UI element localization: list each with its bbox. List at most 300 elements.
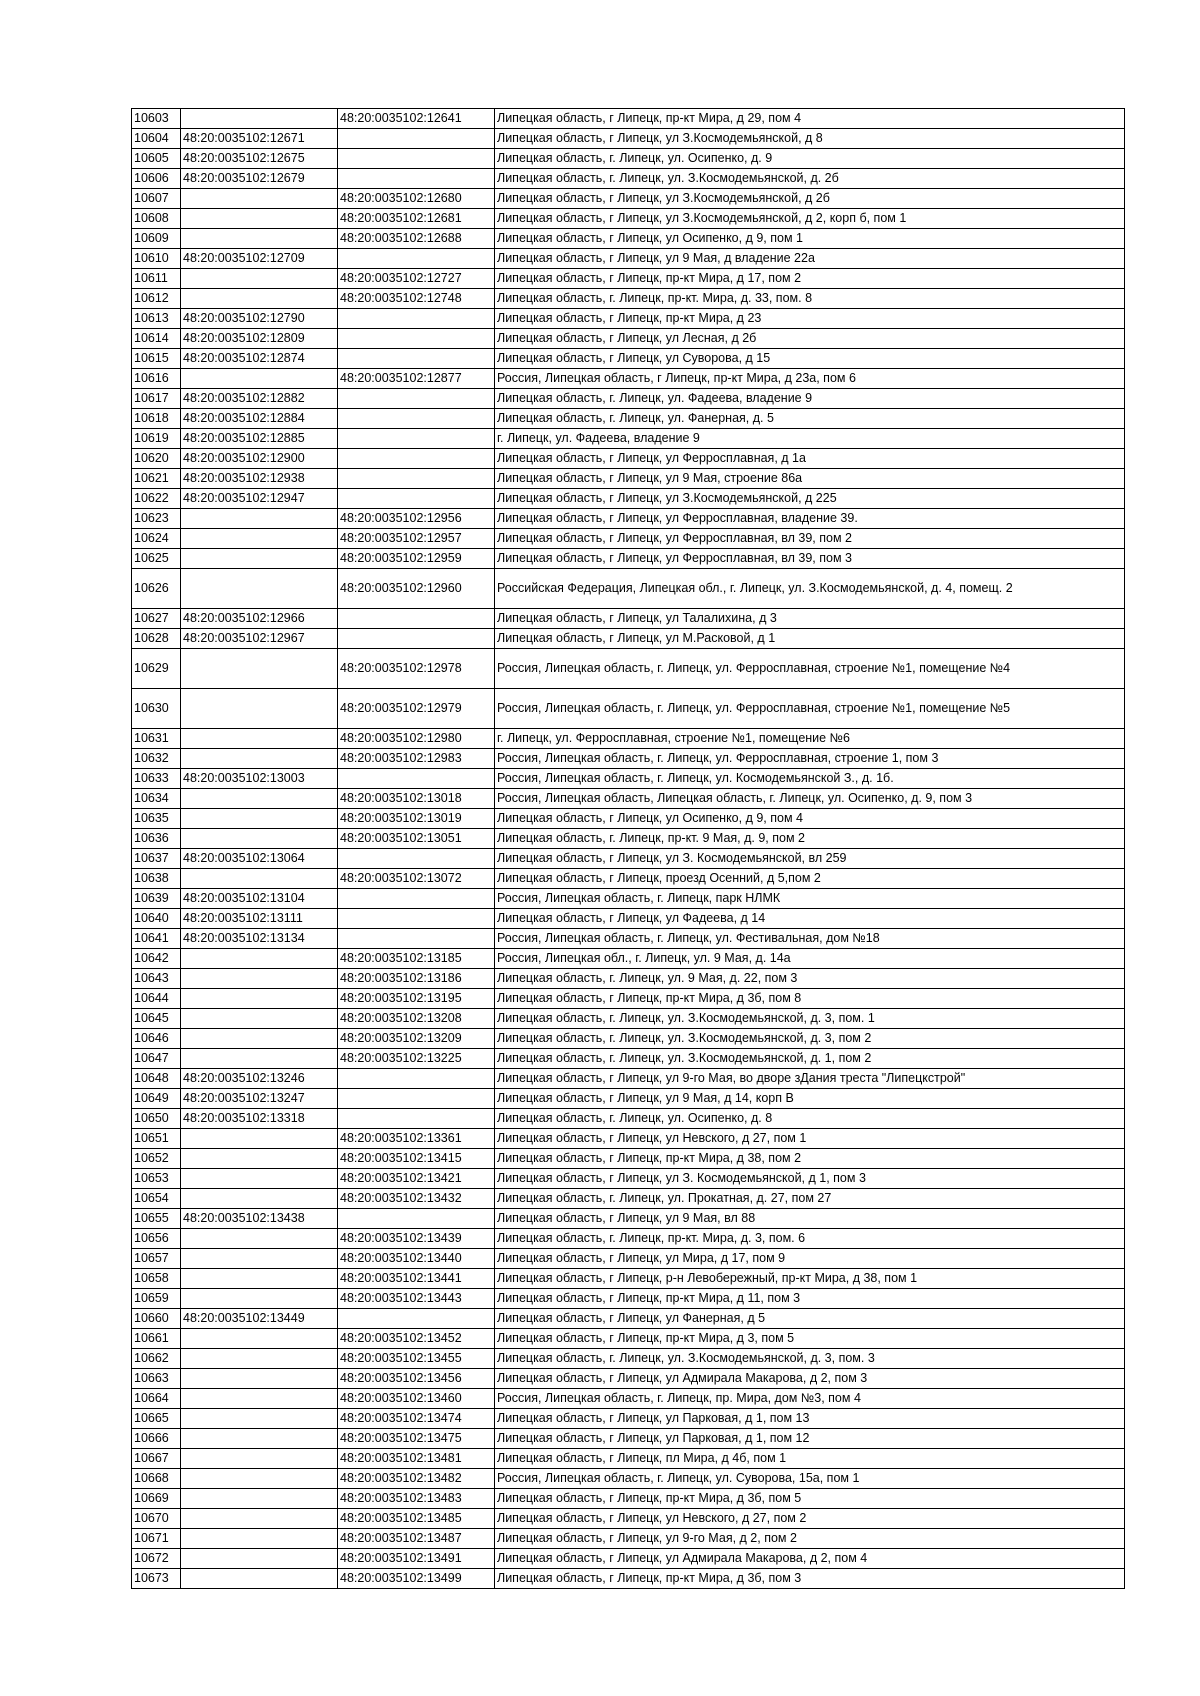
land-cadastral-number-cell xyxy=(181,949,338,969)
row-number-cell: 10648 xyxy=(132,1069,181,1089)
row-number-cell: 10659 xyxy=(132,1289,181,1309)
land-cadastral-number-cell xyxy=(181,1469,338,1489)
table-row xyxy=(132,1289,1125,1309)
table-row xyxy=(132,569,1125,609)
premises-cadastral-number-cell: 48:20:0035102:13455 xyxy=(338,1349,495,1369)
row-number-cell: 10665 xyxy=(132,1409,181,1429)
table-row xyxy=(132,289,1125,309)
land-cadastral-number-cell xyxy=(181,569,338,609)
table-row xyxy=(132,869,1125,889)
land-cadastral-number-cell: 48:20:0035102:12938 xyxy=(181,469,338,489)
address-cell: Липецкая область, г Липецк, проезд Осенний, д 5,пом 2 xyxy=(495,869,1125,889)
row-number-cell: 10668 xyxy=(132,1469,181,1489)
row-number-cell: 10606 xyxy=(132,169,181,189)
row-number-cell: 10607 xyxy=(132,189,181,209)
premises-cadastral-number-cell: 48:20:0035102:13452 xyxy=(338,1329,495,1349)
row-number-cell: 10649 xyxy=(132,1089,181,1109)
land-cadastral-number-cell xyxy=(181,1129,338,1149)
row-number-cell: 10662 xyxy=(132,1349,181,1369)
row-number-cell: 10632 xyxy=(132,749,181,769)
table-row xyxy=(132,309,1125,329)
address-cell: Липецкая область, г Липецк, ул Лесная, д 2б xyxy=(495,329,1125,349)
land-cadastral-number-cell: 48:20:0035102:12790 xyxy=(181,309,338,329)
row-number-cell: 10603 xyxy=(132,109,181,129)
row-number-cell: 10671 xyxy=(132,1529,181,1549)
premises-cadastral-number-cell xyxy=(338,849,495,869)
premises-cadastral-number-cell: 48:20:0035102:13072 xyxy=(338,869,495,889)
table-row xyxy=(132,1029,1125,1049)
premises-cadastral-number-cell: 48:20:0035102:12980 xyxy=(338,729,495,749)
table-row xyxy=(132,269,1125,289)
address-cell: Липецкая область, г Липецк, пр-кт Мира, д 29, пом 4 xyxy=(495,109,1125,129)
premises-cadastral-number-cell: 48:20:0035102:13475 xyxy=(338,1429,495,1449)
land-cadastral-number-cell xyxy=(181,1049,338,1069)
table-row xyxy=(132,969,1125,989)
premises-cadastral-number-cell: 48:20:0035102:12680 xyxy=(338,189,495,209)
land-cadastral-number-cell xyxy=(181,809,338,829)
table-row xyxy=(132,1189,1125,1209)
premises-cadastral-number-cell xyxy=(338,249,495,269)
premises-cadastral-number-cell: 48:20:0035102:13018 xyxy=(338,789,495,809)
land-cadastral-number-cell xyxy=(181,209,338,229)
row-number-cell: 10644 xyxy=(132,989,181,1009)
row-number-cell: 10651 xyxy=(132,1129,181,1149)
premises-cadastral-number-cell: 48:20:0035102:12983 xyxy=(338,749,495,769)
premises-cadastral-number-cell: 48:20:0035102:13474 xyxy=(338,1409,495,1429)
row-number-cell: 10661 xyxy=(132,1329,181,1349)
address-cell: Липецкая область, г Липецк, пр-кт Мира, д 38, пом 2 xyxy=(495,1149,1125,1169)
row-number-cell: 10623 xyxy=(132,509,181,529)
row-number-cell: 10653 xyxy=(132,1169,181,1189)
land-cadastral-number-cell xyxy=(181,1509,338,1529)
row-number-cell: 10624 xyxy=(132,529,181,549)
table-row xyxy=(132,1549,1125,1569)
premises-cadastral-number-cell: 48:20:0035102:13415 xyxy=(338,1149,495,1169)
land-cadastral-number-cell: 48:20:0035102:12884 xyxy=(181,409,338,429)
land-cadastral-number-cell xyxy=(181,1369,338,1389)
land-cadastral-number-cell: 48:20:0035102:13247 xyxy=(181,1089,338,1109)
land-cadastral-number-cell: 48:20:0035102:12885 xyxy=(181,429,338,449)
address-cell: Липецкая область, г. Липецк, ул. З.Космодемьянской, д. 3, пом 2 xyxy=(495,1029,1125,1049)
land-cadastral-number-cell xyxy=(181,1329,338,1349)
row-number-cell: 10658 xyxy=(132,1269,181,1289)
premises-cadastral-number-cell xyxy=(338,469,495,489)
table-row xyxy=(132,809,1125,829)
premises-cadastral-number-cell: 48:20:0035102:13481 xyxy=(338,1449,495,1469)
table-row xyxy=(132,629,1125,649)
row-number-cell: 10654 xyxy=(132,1189,181,1209)
address-cell: Липецкая область, г Липецк, пр-кт Мира, д 17, пом 2 xyxy=(495,269,1125,289)
row-number-cell: 10666 xyxy=(132,1429,181,1449)
row-number-cell: 10616 xyxy=(132,369,181,389)
address-cell: Липецкая область, г. Липецк, ул. Осипенко, д. 9 xyxy=(495,149,1125,169)
premises-cadastral-number-cell: 48:20:0035102:13439 xyxy=(338,1229,495,1249)
premises-cadastral-number-cell xyxy=(338,389,495,409)
row-number-cell: 10617 xyxy=(132,389,181,409)
table-row xyxy=(132,1569,1125,1589)
premises-cadastral-number-cell xyxy=(338,929,495,949)
land-cadastral-number-cell: 48:20:0035102:13003 xyxy=(181,769,338,789)
table-row xyxy=(132,489,1125,509)
address-cell: Липецкая область, г Липецк, ул Фанерная, д 5 xyxy=(495,1309,1125,1329)
land-cadastral-number-cell xyxy=(181,1169,338,1189)
land-cadastral-number-cell xyxy=(181,729,338,749)
table-row xyxy=(132,1409,1125,1429)
premises-cadastral-number-cell: 48:20:0035102:12956 xyxy=(338,509,495,529)
land-cadastral-number-cell: 48:20:0035102:13064 xyxy=(181,849,338,869)
address-cell: Липецкая область, г Липецк, ул Адмирала Макарова, д 2, пом 3 xyxy=(495,1369,1125,1389)
land-cadastral-number-cell xyxy=(181,289,338,309)
row-number-cell: 10629 xyxy=(132,649,181,689)
address-cell: Липецкая область, г Липецк, пр-кт Мира, д 3б, пом 8 xyxy=(495,989,1125,1009)
land-cadastral-number-cell xyxy=(181,749,338,769)
table-row xyxy=(132,509,1125,529)
table-row xyxy=(132,1309,1125,1329)
table-row xyxy=(132,129,1125,149)
land-cadastral-number-cell: 48:20:0035102:12679 xyxy=(181,169,338,189)
table-row xyxy=(132,1509,1125,1529)
table-row xyxy=(132,889,1125,909)
address-cell: Липецкая область, г. Липецк, ул. Фадеева, владение 9 xyxy=(495,389,1125,409)
land-cadastral-number-cell: 48:20:0035102:12947 xyxy=(181,489,338,509)
address-cell: Липецкая область, г Липецк, ул 9-го Мая, во дворе зДания треста "Липецкстрой" xyxy=(495,1069,1125,1089)
premises-cadastral-number-cell: 48:20:0035102:12978 xyxy=(338,649,495,689)
table-row xyxy=(132,189,1125,209)
row-number-cell: 10604 xyxy=(132,129,181,149)
land-cadastral-number-cell xyxy=(181,649,338,689)
address-cell: Россия, Липецкая область, г. Липецк, ул. Ферросплавная, строение 1, пом 3 xyxy=(495,749,1125,769)
address-cell: Липецкая область, г. Липецк, ул. Осипенко, д. 8 xyxy=(495,1109,1125,1129)
premises-cadastral-number-cell xyxy=(338,909,495,929)
address-cell: Липецкая область, г Липецк, ул Ферросплавная, д 1а xyxy=(495,449,1125,469)
land-cadastral-number-cell xyxy=(181,1029,338,1049)
table-row xyxy=(132,1329,1125,1349)
premises-cadastral-number-cell xyxy=(338,1069,495,1089)
premises-cadastral-number-cell xyxy=(338,629,495,649)
premises-cadastral-number-cell xyxy=(338,449,495,469)
land-cadastral-number-cell xyxy=(181,869,338,889)
land-cadastral-number-cell xyxy=(181,1269,338,1289)
row-number-cell: 10618 xyxy=(132,409,181,429)
premises-cadastral-number-cell: 48:20:0035102:12748 xyxy=(338,289,495,309)
row-number-cell: 10611 xyxy=(132,269,181,289)
premises-cadastral-number-cell: 48:20:0035102:13499 xyxy=(338,1569,495,1589)
land-cadastral-number-cell xyxy=(181,1389,338,1409)
address-cell: Липецкая область, г Липецк, ул Ферросплавная, вл 39, пом 3 xyxy=(495,549,1125,569)
row-number-cell: 10614 xyxy=(132,329,181,349)
table-row xyxy=(132,1229,1125,1249)
land-cadastral-number-cell: 48:20:0035102:12882 xyxy=(181,389,338,409)
row-number-cell: 10625 xyxy=(132,549,181,569)
row-number-cell: 10628 xyxy=(132,629,181,649)
table-row xyxy=(132,209,1125,229)
address-cell: Липецкая область, г Липецк, ул Парковая, д 1, пом 12 xyxy=(495,1429,1125,1449)
row-number-cell: 10643 xyxy=(132,969,181,989)
land-cadastral-number-cell xyxy=(181,1529,338,1549)
address-cell: Липецкая область, г Липецк, р-н Левобережный, пр-кт Мира, д 38, пом 1 xyxy=(495,1269,1125,1289)
premises-cadastral-number-cell xyxy=(338,1209,495,1229)
land-cadastral-number-cell xyxy=(181,509,338,529)
premises-cadastral-number-cell: 48:20:0035102:13440 xyxy=(338,1249,495,1269)
address-cell: Липецкая область, г Липецк, ул Парковая, д 1, пом 13 xyxy=(495,1409,1125,1429)
land-cadastral-number-cell xyxy=(181,689,338,729)
address-cell: Липецкая область, г Липецк, ул 9 Мая, вл 88 xyxy=(495,1209,1125,1229)
premises-cadastral-number-cell: 48:20:0035102:13185 xyxy=(338,949,495,969)
premises-cadastral-number-cell xyxy=(338,889,495,909)
table-row xyxy=(132,409,1125,429)
land-cadastral-number-cell xyxy=(181,1349,338,1369)
table-row xyxy=(132,929,1125,949)
land-cadastral-number-cell: 48:20:0035102:13449 xyxy=(181,1309,338,1329)
land-cadastral-number-cell xyxy=(181,969,338,989)
address-cell: Липецкая область, г. Липецк, пр-кт. 9 Мая, д. 9, пом 2 xyxy=(495,829,1125,849)
row-number-cell: 10639 xyxy=(132,889,181,909)
land-cadastral-number-cell xyxy=(181,229,338,249)
address-cell: Липецкая область, г Липецк, пр-кт Мира, д 3б, пом 5 xyxy=(495,1489,1125,1509)
table-row xyxy=(132,229,1125,249)
table-row xyxy=(132,529,1125,549)
premises-cadastral-number-cell: 48:20:0035102:12641 xyxy=(338,109,495,129)
land-cadastral-number-cell: 48:20:0035102:13318 xyxy=(181,1109,338,1129)
premises-cadastral-number-cell: 48:20:0035102:13432 xyxy=(338,1189,495,1209)
premises-cadastral-number-cell: 48:20:0035102:13460 xyxy=(338,1389,495,1409)
table-row xyxy=(132,449,1125,469)
address-cell: Липецкая область, г Липецк, ул 9-го Мая, д 2, пом 2 xyxy=(495,1529,1125,1549)
premises-cadastral-number-cell: 48:20:0035102:12688 xyxy=(338,229,495,249)
premises-cadastral-number-cell: 48:20:0035102:13209 xyxy=(338,1029,495,1049)
row-number-cell: 10605 xyxy=(132,149,181,169)
row-number-cell: 10660 xyxy=(132,1309,181,1329)
land-cadastral-number-cell xyxy=(181,829,338,849)
table-row xyxy=(132,649,1125,689)
address-cell: Липецкая область, г Липецк, ул З.Космодемьянской, д 2, корп б, пом 1 xyxy=(495,209,1125,229)
address-cell: Липецкая область, г Липецк, ул 9 Мая, д 14, корп В xyxy=(495,1089,1125,1109)
address-cell: Липецкая область, г Липецк, пр-кт Мира, д 3б, пом 3 xyxy=(495,1569,1125,1589)
land-cadastral-number-cell xyxy=(181,189,338,209)
table-row xyxy=(132,249,1125,269)
premises-cadastral-number-cell: 48:20:0035102:13186 xyxy=(338,969,495,989)
address-cell: Россия, Липецкая область, г. Липецк, парк НЛМК xyxy=(495,889,1125,909)
premises-cadastral-number-cell: 48:20:0035102:12960 xyxy=(338,569,495,609)
address-cell: Россия, Липецкая область, г. Липецк, ул. Космодемьянской З., д. 1б. xyxy=(495,769,1125,789)
land-cadastral-number-cell xyxy=(181,109,338,129)
premises-cadastral-number-cell xyxy=(338,1089,495,1109)
premises-cadastral-number-cell: 48:20:0035102:12877 xyxy=(338,369,495,389)
table-row xyxy=(132,1009,1125,1029)
premises-cadastral-number-cell: 48:20:0035102:13208 xyxy=(338,1009,495,1029)
table-row xyxy=(132,1449,1125,1469)
table-row xyxy=(132,1529,1125,1549)
land-cadastral-number-cell xyxy=(181,549,338,569)
land-cadastral-number-cell: 48:20:0035102:12671 xyxy=(181,129,338,149)
table-row xyxy=(132,789,1125,809)
row-number-cell: 10670 xyxy=(132,1509,181,1529)
premises-cadastral-number-cell xyxy=(338,429,495,449)
table-row xyxy=(132,149,1125,169)
land-cadastral-number-cell: 48:20:0035102:12874 xyxy=(181,349,338,369)
row-number-cell: 10626 xyxy=(132,569,181,609)
address-cell: Липецкая область, г. Липецк, ул. З.Космодемьянской, д. 1, пом 2 xyxy=(495,1049,1125,1069)
row-number-cell: 10608 xyxy=(132,209,181,229)
land-cadastral-number-cell xyxy=(181,1229,338,1249)
row-number-cell: 10656 xyxy=(132,1229,181,1249)
land-cadastral-number-cell: 48:20:0035102:13104 xyxy=(181,889,338,909)
address-cell: Липецкая область, г Липецк, ул Невского, д 27, пом 2 xyxy=(495,1509,1125,1529)
table-row xyxy=(132,1109,1125,1129)
table-row xyxy=(132,1469,1125,1489)
address-cell: Липецкая область, г. Липецк, ул. Прокатная, д. 27, пом 27 xyxy=(495,1189,1125,1209)
premises-cadastral-number-cell xyxy=(338,149,495,169)
row-number-cell: 10657 xyxy=(132,1249,181,1269)
row-number-cell: 10627 xyxy=(132,609,181,629)
address-cell: Россия, Липецкая область, г. Липецк, ул. Ферросплавная, строение №1, помещение №4 xyxy=(495,649,1125,689)
address-cell: Липецкая область, г Липецк, ул Осипенко, д 9, пом 1 xyxy=(495,229,1125,249)
row-number-cell: 10613 xyxy=(132,309,181,329)
address-cell: Россия, Липецкая область, г. Липецк, ул. Фестивальная, дом №18 xyxy=(495,929,1125,949)
land-cadastral-number-cell xyxy=(181,1569,338,1589)
address-cell: Липецкая область, г Липецк, ул М.Расковой, д 1 xyxy=(495,629,1125,649)
row-number-cell: 10634 xyxy=(132,789,181,809)
table-row xyxy=(132,1429,1125,1449)
table-row xyxy=(132,1129,1125,1149)
premises-cadastral-number-cell: 48:20:0035102:13051 xyxy=(338,829,495,849)
address-cell: Россия, Липецкая обл., г. Липецк, ул. 9 Мая, д. 14а xyxy=(495,949,1125,969)
premises-cadastral-number-cell: 48:20:0035102:13195 xyxy=(338,989,495,1009)
land-cadastral-number-cell: 48:20:0035102:12967 xyxy=(181,629,338,649)
table-row xyxy=(132,369,1125,389)
row-number-cell: 10663 xyxy=(132,1369,181,1389)
address-cell: Россия, Липецкая область, г Липецк, пр-кт Мира, д 23а, пом 6 xyxy=(495,369,1125,389)
premises-cadastral-number-cell xyxy=(338,409,495,429)
row-number-cell: 10672 xyxy=(132,1549,181,1569)
table-row xyxy=(132,1269,1125,1289)
address-cell: Липецкая область, г Липецк, пр-кт Мира, д 3, пом 5 xyxy=(495,1329,1125,1349)
row-number-cell: 10621 xyxy=(132,469,181,489)
address-cell: г. Липецк, ул. Ферросплавная, строение №1, помещение №6 xyxy=(495,729,1125,749)
premises-cadastral-number-cell xyxy=(338,1309,495,1329)
table-row xyxy=(132,949,1125,969)
land-cadastral-number-cell xyxy=(181,1249,338,1269)
address-cell: Липецкая область, г Липецк, ул З.Космодемьянской, д 2б xyxy=(495,189,1125,209)
address-cell: Липецкая область, г Липецк, пр-кт Мира, д 23 xyxy=(495,309,1125,329)
premises-cadastral-number-cell: 48:20:0035102:13361 xyxy=(338,1129,495,1149)
address-cell: Липецкая область, г. Липецк, пр-кт. Мира, д. 33, пом. 8 xyxy=(495,289,1125,309)
address-cell: Липецкая область, г Липецк, ул 9 Мая, строение 86а xyxy=(495,469,1125,489)
premises-cadastral-number-cell xyxy=(338,129,495,149)
address-cell: Россия, Липецкая область, г. Липецк, пр. Мира, дом №3, пом 4 xyxy=(495,1389,1125,1409)
address-cell: Липецкая область, г. Липецк, ул. Фанерная, д. 5 xyxy=(495,409,1125,429)
premises-cadastral-number-cell xyxy=(338,329,495,349)
premises-cadastral-number-cell xyxy=(338,769,495,789)
table-row xyxy=(132,109,1125,129)
row-number-cell: 10620 xyxy=(132,449,181,469)
address-cell: Липецкая область, г. Липецк, ул. З.Космодемьянской, д. 3, пом. 1 xyxy=(495,1009,1125,1029)
table-row xyxy=(132,1249,1125,1269)
row-number-cell: 10635 xyxy=(132,809,181,829)
row-number-cell: 10667 xyxy=(132,1449,181,1469)
row-number-cell: 10610 xyxy=(132,249,181,269)
row-number-cell: 10642 xyxy=(132,949,181,969)
row-number-cell: 10646 xyxy=(132,1029,181,1049)
land-cadastral-number-cell: 48:20:0035102:12900 xyxy=(181,449,338,469)
row-number-cell: 10641 xyxy=(132,929,181,949)
address-cell: Липецкая область, г Липецк, ул З. Космодемьянской, д 1, пом 3 xyxy=(495,1169,1125,1189)
row-number-cell: 10650 xyxy=(132,1109,181,1129)
table-row xyxy=(132,769,1125,789)
table-row xyxy=(132,749,1125,769)
row-number-cell: 10622 xyxy=(132,489,181,509)
row-number-cell: 10655 xyxy=(132,1209,181,1229)
address-cell: Липецкая область, г Липецк, ул Невского, д 27, пом 1 xyxy=(495,1129,1125,1149)
address-cell: Липецкая область, г Липецк, ул Мира, д 17, пом 9 xyxy=(495,1249,1125,1269)
premises-cadastral-number-cell: 48:20:0035102:12727 xyxy=(338,269,495,289)
address-cell: Липецкая область, г Липецк, ул Ферросплавная, вл 39, пом 2 xyxy=(495,529,1125,549)
table-row xyxy=(132,829,1125,849)
land-cadastral-number-cell xyxy=(181,1429,338,1449)
table-row xyxy=(132,1069,1125,1089)
premises-cadastral-number-cell xyxy=(338,169,495,189)
premises-cadastral-number-cell: 48:20:0035102:12959 xyxy=(338,549,495,569)
table-row xyxy=(132,1489,1125,1509)
address-cell: Липецкая область, г. Липецк, пр-кт. Мира, д. 3, пом. 6 xyxy=(495,1229,1125,1249)
table-row xyxy=(132,389,1125,409)
land-cadastral-number-cell: 48:20:0035102:13438 xyxy=(181,1209,338,1229)
address-cell: Липецкая область, г Липецк, ул 9 Мая, д владение 22а xyxy=(495,249,1125,269)
premises-cadastral-number-cell: 48:20:0035102:13485 xyxy=(338,1509,495,1529)
land-cadastral-number-cell: 48:20:0035102:13246 xyxy=(181,1069,338,1089)
premises-cadastral-number-cell xyxy=(338,489,495,509)
land-cadastral-number-cell: 48:20:0035102:13111 xyxy=(181,909,338,929)
row-number-cell: 10636 xyxy=(132,829,181,849)
address-cell: Липецкая область, г. Липецк, ул. 9 Мая, д. 22, пом 3 xyxy=(495,969,1125,989)
row-number-cell: 10633 xyxy=(132,769,181,789)
row-number-cell: 10615 xyxy=(132,349,181,369)
premises-cadastral-number-cell: 48:20:0035102:13456 xyxy=(338,1369,495,1389)
table-row xyxy=(132,849,1125,869)
row-number-cell: 10630 xyxy=(132,689,181,729)
address-cell: Россия, Липецкая область, Липецкая область, г. Липецк, ул. Осипенко, д. 9, пом 3 xyxy=(495,789,1125,809)
premises-cadastral-number-cell xyxy=(338,349,495,369)
premises-cadastral-number-cell: 48:20:0035102:13482 xyxy=(338,1469,495,1489)
land-cadastral-number-cell xyxy=(181,1149,338,1169)
table-row xyxy=(132,1369,1125,1389)
table-row xyxy=(132,729,1125,749)
premises-cadastral-number-cell: 48:20:0035102:13487 xyxy=(338,1529,495,1549)
table-row xyxy=(132,1209,1125,1229)
premises-cadastral-number-cell: 48:20:0035102:12957 xyxy=(338,529,495,549)
table-row xyxy=(132,609,1125,629)
table-row xyxy=(132,549,1125,569)
row-number-cell: 10631 xyxy=(132,729,181,749)
address-cell: Липецкая область, г. Липецк, ул. З.Космодемьянской, д. 3, пом. 3 xyxy=(495,1349,1125,1369)
land-cadastral-number-cell xyxy=(181,1409,338,1429)
premises-cadastral-number-cell: 48:20:0035102:12681 xyxy=(338,209,495,229)
premises-cadastral-number-cell xyxy=(338,609,495,629)
table-row xyxy=(132,1169,1125,1189)
premises-cadastral-number-cell xyxy=(338,309,495,329)
records-table-body xyxy=(132,109,1125,1589)
premises-cadastral-number-cell: 48:20:0035102:13443 xyxy=(338,1289,495,1309)
address-cell: Липецкая область, г Липецк, ул Адмирала Макарова, д 2, пом 4 xyxy=(495,1549,1125,1569)
table-row xyxy=(132,689,1125,729)
table-row xyxy=(132,329,1125,349)
address-cell: Липецкая область, г Липецк, пл Мира, д 4б, пом 1 xyxy=(495,1449,1125,1469)
address-cell: г. Липецк, ул. Фадеева, владение 9 xyxy=(495,429,1125,449)
premises-cadastral-number-cell: 48:20:0035102:13019 xyxy=(338,809,495,829)
row-number-cell: 10647 xyxy=(132,1049,181,1069)
address-cell: Липецкая область, г Липецк, ул Осипенко, д 9, пом 4 xyxy=(495,809,1125,829)
table-row xyxy=(132,1049,1125,1069)
